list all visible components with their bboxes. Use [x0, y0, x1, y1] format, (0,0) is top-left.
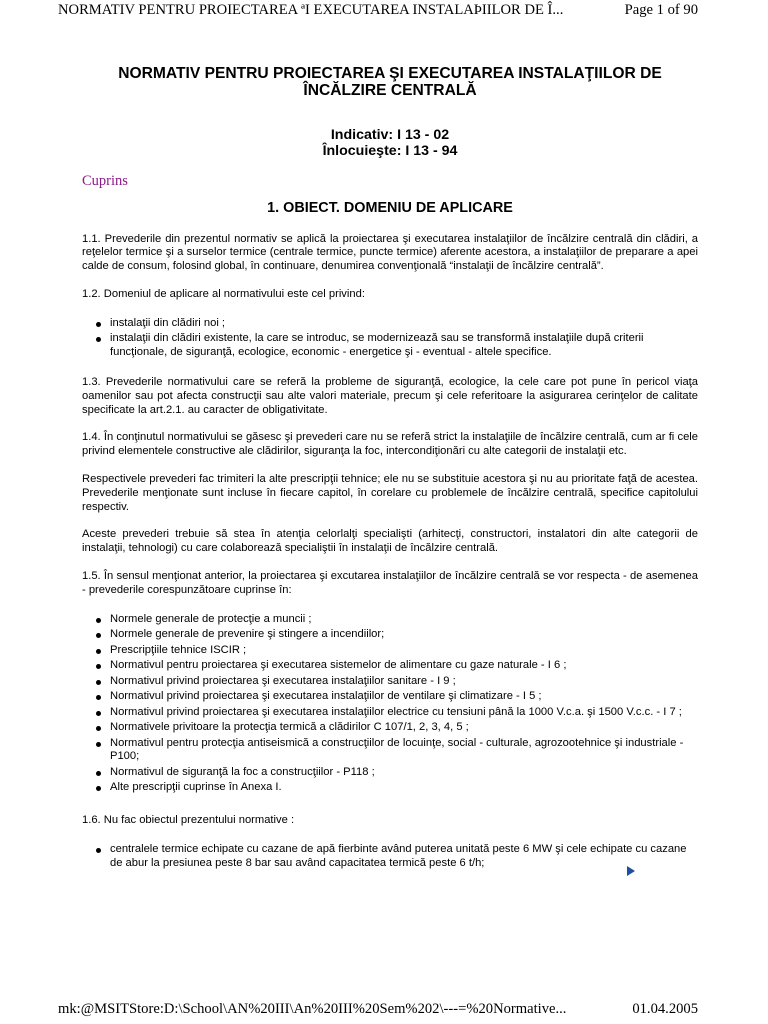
list-item: instalaţii din clădiri existente, la care se introduc, se modernizează sau se transformă instalaţiile după criterii funcţionale, de siguranţă, ecologice, economic - energetice şi - eventual - altele specifice.: [110, 332, 698, 360]
paragraph-1-6: 1.6. Nu fac obiectul prezentului normative :: [82, 814, 295, 827]
inlocuieste: Înlocuieşte: I 13 - 94: [322, 143, 458, 159]
print-footer: [58, 1001, 698, 1018]
list-1-2: [82, 317, 698, 360]
list-item: Normele generale de prevenire şi stingere a incendiilor;: [110, 628, 698, 642]
cuprins-link[interactable]: Cuprins: [82, 173, 128, 189]
list-item: Normativul privind proiectarea şi executarea instalaţiilor sanitare - I 9 ;: [110, 675, 698, 689]
paragraph-1-4c: Aceste prevederi trebuie să stea în atenţia celorlalţi specialişti (arhitecţi, constructori, instalatori din alte categorii de instalaţii, tehnologi) cu care colaborează specialiştii în instalaţii de încălzire centrală.: [82, 528, 698, 555]
print-header-title: NORMATIV PENTRU PROIECTAREA ªI EXECUTAREA INSTALAÞIILOR DE Î...: [58, 2, 564, 18]
print-footer-date: 01.04.2005: [632, 1001, 698, 1017]
list-1-5: [82, 613, 698, 795]
list-item: Normativul pentru proiectarea şi executarea sistemelor de alimentare cu gaze naturale - I 6 ;: [110, 659, 698, 673]
paragraph-1-1: 1.1. Prevederile din prezentul normativ se aplică la proiectarea şi executarea instalaţiilor de încălzire centrală din clădiri, a reţelelor termice şi a surselor termice (centrale termice, puncte termice) aferente acestora, a instalaţiilor de preparare a apei calde de consum, folosind global, în continuare, denumirea convenţională “instalaţii de încălzire centrală”.: [82, 232, 698, 273]
print-footer-path: mk:@MSITStore:D:\School\AN%20III\An%20III%20Sem%202\---=%20Normative...: [58, 1001, 567, 1017]
list-item: Normativul privind proiectarea şi executarea instalaţiilor de ventilare şi climatizare - I 5 ;: [110, 690, 698, 704]
list-item: Alte prescripţii cuprinse în Anexa I.: [110, 781, 698, 795]
list-item: instalaţii din clădiri noi ;: [110, 317, 698, 331]
document-body: [82, 65, 698, 872]
document-title: NORMATIV PENTRU PROIECTAREA ŞI EXECUTAREA INSTALAŢIILOR DE ÎNCĂLZIRE CENTRALĂ: [118, 65, 662, 99]
list-item: Normativele privitoare la protecţia termică a clădirilor C 107/1, 2, 3, 4, 5 ;: [110, 721, 698, 735]
paragraph-1-4b: Respectivele prevederi fac trimiteri la alte prescripţii tehnice; ele nu se substituie acestora şi nu au prioritate faţă de acestea. Prevederile menţionate sunt incluse în fiecare capitol, în corelare cu problemele de încălzire centrală, specifice capitolului respectiv.: [82, 473, 698, 513]
indicativ: Indicativ: I 13 - 02: [330, 127, 450, 143]
paragraph-1-4: 1.4. În conţinutul normativului se găsesc şi prevederi care nu se referă strict la instalaţiile de încălzire centrală, cum ar fi cele privind elementele constructive ale clădirilor, siguranţa la foc, intercondiţionări cu alte categorii de instalaţii etc.: [82, 431, 698, 458]
list-1-6: [82, 843, 698, 871]
paragraph-1-2: 1.2. Domeniul de aplicare al normativului este cel privind:: [82, 287, 365, 300]
list-item: Normativul privind proiectarea şi executarea instalaţiilor electrice cu tensiuni până la 1000 V.c.a. şi 1500 V.c.c. - I 7 ;: [110, 706, 698, 720]
section-title: 1. OBIECT. DOMENIU DE APLICARE: [267, 199, 513, 216]
next-arrow-icon[interactable]: [627, 866, 635, 876]
paragraph-1-3: 1.3. Prevederile normativului care se referă la probleme de siguranţă, ecologice, la cele care pot pune în pericol viaţa oamenilor sau pot afecta construcţii sau alte valori materiale, precum şi cele referitoare la asigurarea cerinţelor de calitate specificate la art.2.1. au caracter de obligativitate.: [82, 376, 698, 416]
print-header: [58, 2, 698, 19]
list-item: Normativul de siguranţă la foc a construcţiilor - P118 ;: [110, 766, 698, 780]
list-item: centralele termice echipate cu cazane de apă fierbinte având puterea unitată peste 6 MW şi cele echipate cu cazane de abur la presiunea peste 8 bar sau având capacitatea termică peste 6 t/h;: [110, 843, 698, 871]
paragraph-1-5: 1.5. În sensul menţionat anterior, la proiectarea şi excutarea instalaţiilor de încălzire centrală se vor respecta - de asemenea - prevederile corespunzătoare cuprinse în:: [82, 570, 698, 596]
list-item: Normativul pentru protecţia antiseismică a construcţiilor de locuinţe, social - culturale, agrozootehnice şi industriale - P100;: [110, 737, 698, 765]
print-header-page: Page 1 of 90: [624, 2, 698, 18]
list-item: Prescripţiile tehnice ISCIR ;: [110, 644, 698, 658]
list-item: Normele generale de protecţie a muncii ;: [110, 613, 698, 627]
